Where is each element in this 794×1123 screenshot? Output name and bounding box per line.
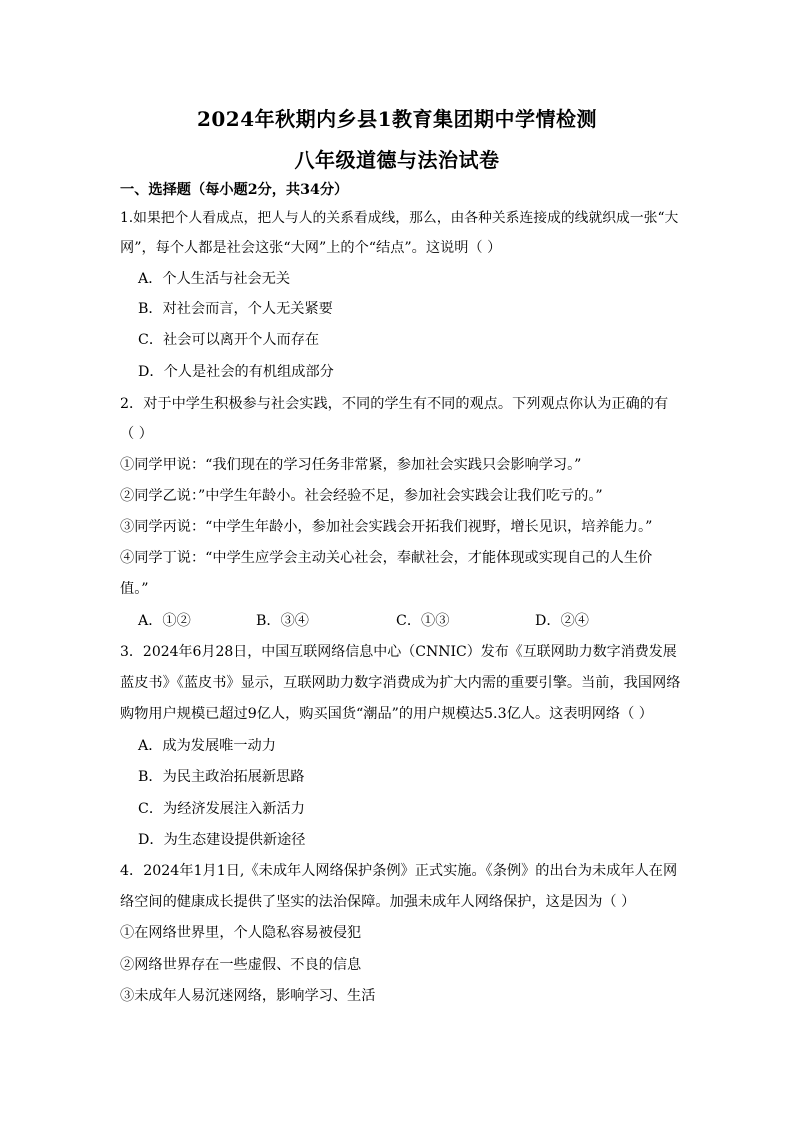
question-4-statement-2: ②网络世界存在一些虚假、不良的信息 <box>120 957 362 973</box>
question-4-statement-3: ③未成年人易沉迷网络，影响学习、生活 <box>120 988 376 1004</box>
question-2-option-b: B．③④ <box>256 613 309 629</box>
question-2-statement-2: ②同学乙说：”中学生年龄小。社会经验不足，参加社会实践会让我们吃亏的。” <box>120 488 603 504</box>
question-1-option-b: B．对社会而言，个人无关紧要 <box>138 301 333 317</box>
question-2-stem-line-1: 2．对于中学生积极参与社会实践，不同的学生有不同的观点。下列观点你认为正确的有 <box>120 396 669 412</box>
question-3-stem-line-1: 3．2024年6月28日，中国互联网络信息中心（CNNIC）发布《互联网助力数字消费发展 <box>120 644 677 660</box>
question-3-stem-line-2: 蓝皮书》《蓝皮书》显示，互联网助力数字消费成为扩大内需的重要引擎。当前，我国网络 <box>120 675 681 691</box>
question-1-option-a: A．个人生活与社会无关 <box>138 271 291 287</box>
question-2-option-a: A．①② <box>138 613 191 629</box>
question-3-option-a: A．成为发展唯一动力 <box>138 738 276 754</box>
question-2-statement-4-cont: 值。” <box>120 581 149 597</box>
question-3-stem-line-3: 购物用户规模已超过9亿人，购买国货“潮品”的用户规模达5.3亿人。这表明网络（ ） <box>120 706 653 722</box>
question-2-statement-3: ③同学丙说：“中学生年龄小，参加社会实践会开拓我们视野，增长见识，培养能力。” <box>120 519 653 535</box>
question-4-stem-line-1: 4．2024年1月1日,《未成年人网络保护条例》正式实施。《条例》的出台为未成年人在网 <box>120 863 678 879</box>
question-4-statement-1: ①在网络世界里，个人隐私容易被侵犯 <box>120 925 362 941</box>
question-1-stem-line-1: 1.如果把个人看成点，把人与人的关系看成线，那么，由各种关系连接成的线就织成一张“大 <box>120 210 679 226</box>
exam-title: 2024年秋期内乡县1教育集团期中学情检测 <box>196 107 598 131</box>
question-2-option-d: D．②④ <box>535 613 589 629</box>
section-heading: 一、选择题（每小题2分，共34分） <box>120 182 349 198</box>
question-4-stem-line-2: 络空间的健康成长提供了坚实的法治保障。加强未成年人网络保护，这是因为（ ） <box>120 894 636 910</box>
question-2-stem-line-2: （ ） <box>120 426 153 442</box>
question-2-statement-4: ④同学丁说：“中学生应学会主动关心社会，奉献社会，才能体现或实现自己的人生价 <box>120 550 653 566</box>
question-1-option-d: D．个人是社会的有机组成部分 <box>138 364 334 380</box>
exam-subtitle: 八年级道德与法治试卷 <box>294 148 500 172</box>
question-2-statement-1: ①同学甲说：“我们现在的学习任务非常紧，参加社会实践只会影响学习。” <box>120 457 582 473</box>
question-3-option-c: C．为经济发展注入新活力 <box>138 801 305 817</box>
question-2-option-c: C．①③ <box>396 613 450 629</box>
question-3-option-d: D．为生态建设提供新途径 <box>138 832 306 848</box>
question-1-option-c: C．社会可以离开个人而存在 <box>138 332 320 348</box>
question-3-option-b: B．为民主政治拓展新思路 <box>138 769 305 785</box>
question-1-stem-line-2: 网”，每个人都是社会这张“大网”上的个“结点”。这说明（ ） <box>120 240 502 256</box>
